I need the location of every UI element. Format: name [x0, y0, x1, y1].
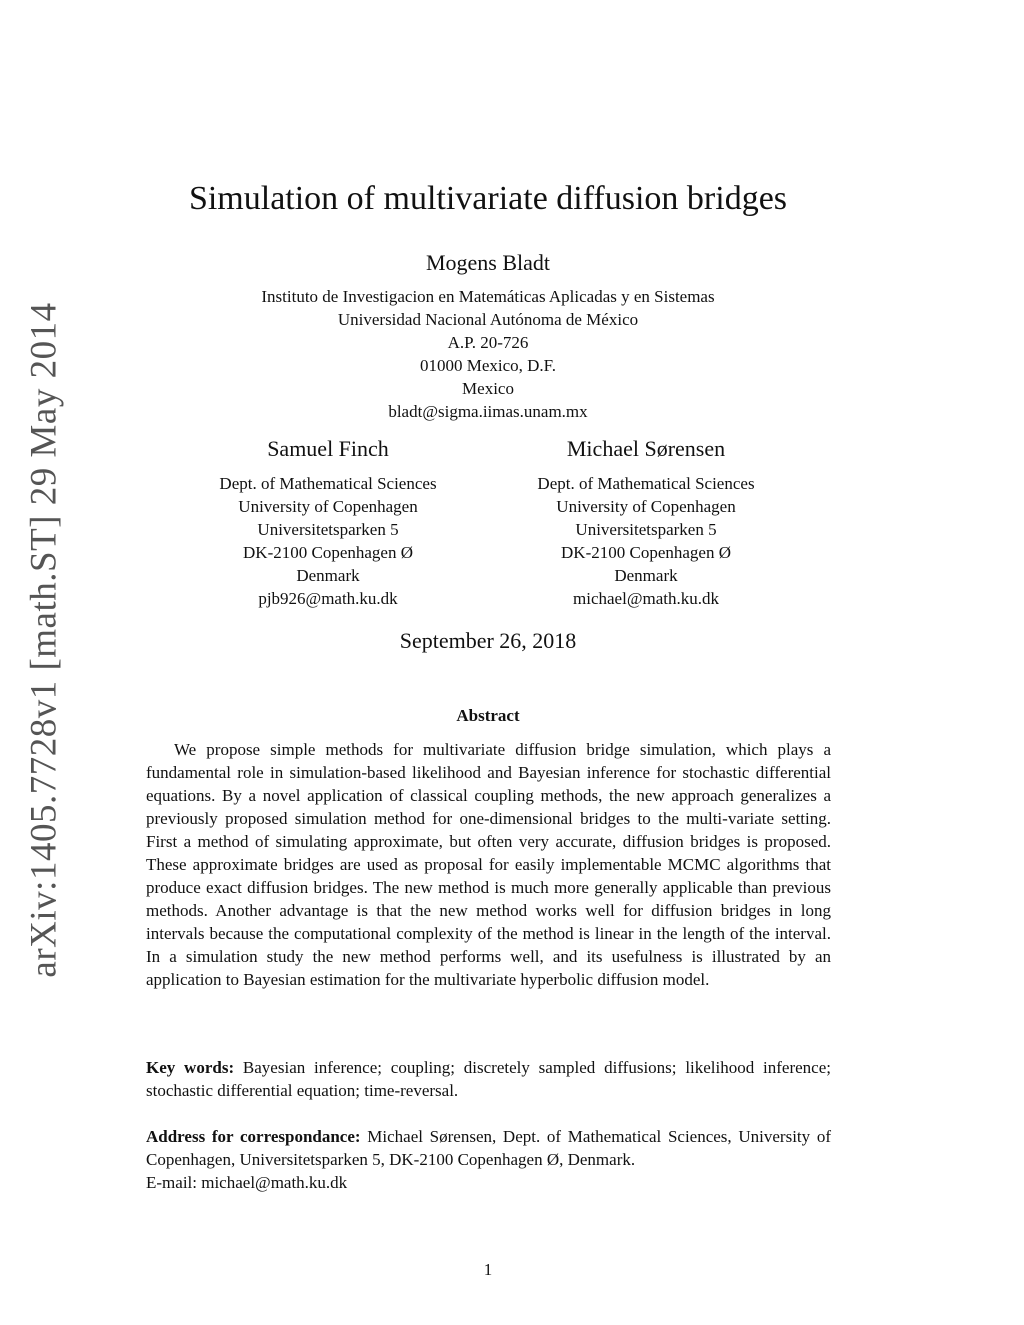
affiliation-line: Denmark [296, 566, 360, 585]
affiliation-line: A.P. 20-726 [447, 333, 529, 352]
keywords-text: Bayesian inference; coupling; discretely sampled diffusions; likelihood inference; stochastic differential equation; time-reversal. [146, 1058, 831, 1100]
author-email: bladt@sigma.iimas.unam.mx [388, 402, 588, 421]
arxiv-stamp: arXiv:1405.7728v1 [math.ST] 29 May 2014 [23, 302, 65, 978]
affiliation-line: DK-2100 Copenhagen Ø [243, 543, 413, 562]
affiliation-line: Universidad Nacional Autónoma de México [337, 310, 639, 329]
keywords-label: Key words: [146, 1058, 235, 1077]
abstract-heading: Abstract [456, 706, 520, 725]
affiliation-line: Universitetsparken 5 [257, 520, 399, 539]
address-email: E-mail: michael@math.ku.dk [146, 1173, 348, 1192]
coauthor-block-left [168, 436, 488, 610]
address-text: Michael Sørensen, Dept. of Mathematical Sciences, University of Copenhagen, Universitetsparken 5, DK-2100 Copenhagen Ø, Denmark. [146, 1127, 831, 1169]
affiliation-line: Instituto de Investigacion en Matemáticas Aplicadas y en Sistemas [261, 287, 715, 306]
affiliation-line: Denmark [614, 566, 678, 585]
affiliation-line: University of Copenhagen [556, 497, 736, 516]
affiliation-line: 01000 Mexico, D.F. [419, 356, 557, 375]
affiliation-line: Universitetsparken 5 [575, 520, 717, 539]
address-paragraph [146, 1125, 831, 1194]
affiliation-line: University of Copenhagen [238, 497, 418, 516]
first-author-name: Mogens Bladt [425, 250, 551, 275]
coauthor-name: Michael Sørensen [566, 436, 726, 461]
author-email: pjb926@math.ku.dk [258, 589, 398, 608]
paper-title: Simulation of multivariate diffusion bridges [188, 180, 788, 217]
coauthor-name: Samuel Finch [267, 436, 389, 461]
author-email: michael@math.ku.dk [573, 589, 719, 608]
affiliation-line: Mexico [462, 379, 514, 398]
coauthor-block-right [486, 436, 806, 610]
first-author-affiliation [0, 285, 976, 423]
affiliation-line: Dept. of Mathematical Sciences [219, 474, 437, 493]
affiliation-line: Dept. of Mathematical Sciences [537, 474, 755, 493]
page-number: 1 [483, 1260, 493, 1279]
address-label: Address for correspondance: [146, 1127, 361, 1146]
abstract-body: We propose simple methods for multivariate diffusion bridge simulation, which plays a fundamental role in simulation-based likelihood and Bayesian inference for stochastic differential equations. By a novel application of classical coupling methods, the new approach generalizes a previously proposed simulation method for one-dimensional bridges to the multi-variate setting. First a method of simulating approximate, but often very accurate, diffusion bridges is proposed. These approximate bridges are used as proposal for easily implementable MCMC algorithms that produce exact diffusion bridges. The new method is much more generally applicable than previous methods. Another advantage is that the new method works well for diffusion bridges in long intervals because the computational complexity of the method is linear in the length of the interval. In a simulation study the new method performs well, and its usefulness is illustrated by an application to Bayesian estimation for the multivariate hyperbolic diffusion model. [146, 740, 831, 989]
keywords-paragraph [146, 1056, 831, 1102]
paper-date: September 26, 2018 [399, 628, 577, 653]
affiliation-line: DK-2100 Copenhagen Ø [561, 543, 731, 562]
